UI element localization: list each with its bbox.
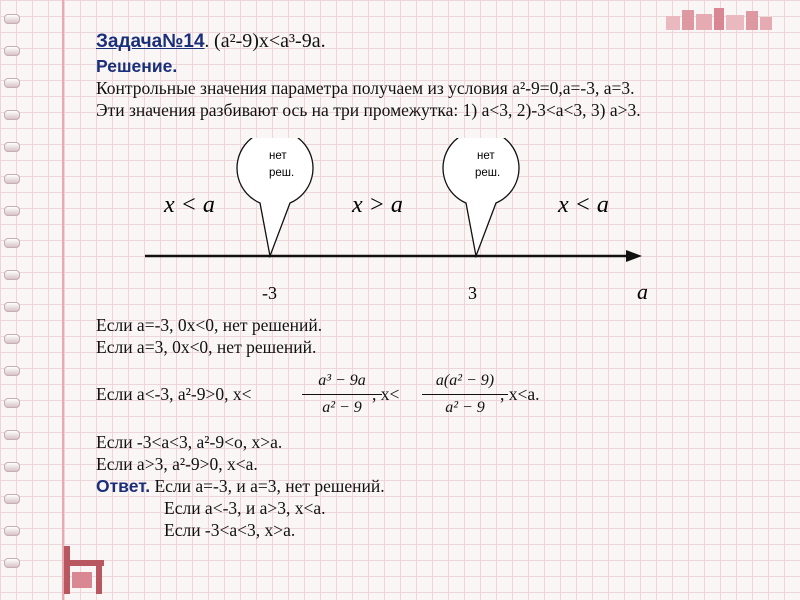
region-label-2: x > a bbox=[352, 192, 403, 218]
callout-1-line-1: нет bbox=[269, 150, 287, 162]
region-label-1: x < a bbox=[164, 192, 215, 218]
region-label-3: x < a bbox=[558, 192, 609, 218]
callout-2-line-1: нет bbox=[477, 150, 495, 162]
case-1: Если a=-3, 0x<0, нет решений. bbox=[96, 315, 323, 335]
fraction-1-numerator: a³ − 9a bbox=[318, 372, 366, 389]
answer-line-2: Если a<-3, и a>3, x<a. bbox=[164, 498, 326, 518]
fraction-1 bbox=[302, 370, 382, 419]
solution-line-2: Эти значения разбивают ось на три промежутка: 1) a<3, 2)-3<a<3, 3) a>3. bbox=[96, 100, 641, 120]
fraction-1-bar bbox=[302, 394, 382, 395]
header-block bbox=[96, 28, 786, 121]
tick-label-3: 3 bbox=[468, 283, 477, 303]
tick-label-minus-3: -3 bbox=[262, 283, 277, 303]
answer-label: Ответ. bbox=[96, 476, 151, 496]
case-3-mid: , x< bbox=[372, 384, 400, 404]
cases-block-top bbox=[96, 314, 796, 358]
case-3 bbox=[96, 370, 796, 424]
cases-block-bottom bbox=[96, 431, 796, 541]
fraction-1-denominator: a² − 9 bbox=[322, 399, 362, 416]
case-5: Если a>3, a²-9>0, x<a. bbox=[96, 454, 258, 474]
solution-line-1: Контрольные значения параметра получаем из условия a²-9=0,a=-3, a=3. bbox=[96, 78, 635, 98]
case-3-prefix: Если a<-3, a²-9>0, x< bbox=[96, 384, 252, 404]
fraction-2-numerator: a(a² − 9) bbox=[435, 372, 495, 389]
desk-decoration-icon bbox=[60, 540, 110, 598]
case-4: Если -3<a<3, a²-9<o, x>a. bbox=[96, 432, 283, 452]
axis-label: a bbox=[637, 279, 648, 304]
fraction-2-denominator: a² − 9 bbox=[445, 399, 485, 416]
solution-label: Решение. bbox=[96, 56, 178, 76]
task-title bbox=[96, 28, 786, 55]
callout-2-line-2: реш. bbox=[475, 167, 501, 179]
fraction-2 bbox=[422, 370, 508, 419]
answer-line-3: Если -3<a<3, x>a. bbox=[164, 520, 296, 540]
task-statement: (a²-9)x<a³-9a. bbox=[214, 30, 326, 52]
task-label-dot: . bbox=[204, 31, 210, 52]
answer-line-1 bbox=[96, 475, 796, 497]
fraction-2-bar bbox=[422, 394, 508, 395]
task-label: Задача№14 bbox=[96, 31, 205, 52]
case-3-suffix: , x<a. bbox=[500, 384, 540, 404]
building-decoration-icon bbox=[664, 6, 774, 30]
number-line-diagram bbox=[0, 138, 800, 308]
answer-text-1: Если a=-3, и a=3, нет решений. bbox=[150, 476, 385, 496]
axis-arrow-icon bbox=[626, 250, 642, 262]
callout-1-line-2: реш. bbox=[269, 167, 295, 179]
case-2: Если a=3, 0x<0, нет решений. bbox=[96, 337, 317, 357]
